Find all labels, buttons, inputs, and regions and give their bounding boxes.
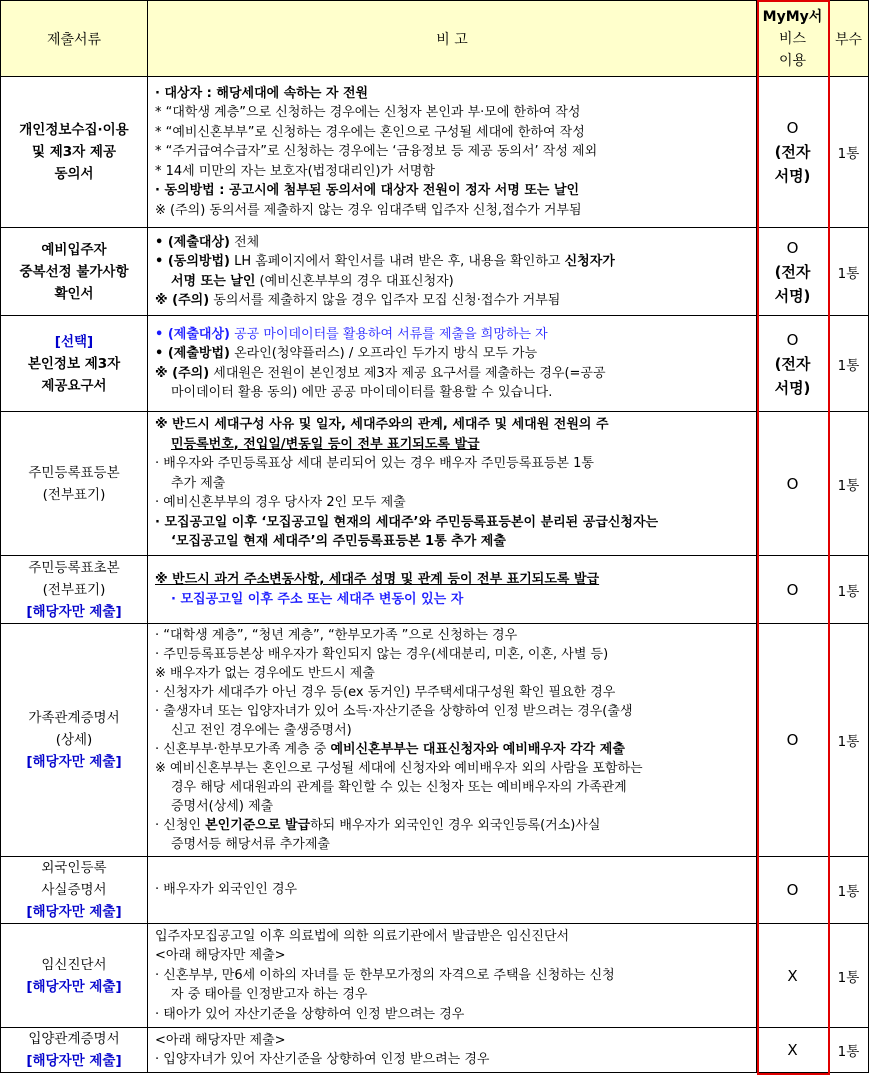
doc-name-cell (1, 412, 148, 556)
note-line: · 모집공고일 이후 ‘모집공고일 현재의 세대주’와 주민등록표등본이 분리된 공급신청자는 (155, 514, 659, 530)
count-cell: 1통 (829, 412, 869, 556)
note-seg: 정자 서명 또는 날인 (465, 183, 580, 199)
note-line (155, 364, 752, 384)
doc-name: 주민등록표초본 (28, 559, 120, 576)
mymy-use-cell (757, 924, 829, 1028)
note-seg: • (제출대상) (155, 234, 230, 250)
mymy-use-cell (757, 857, 829, 924)
note-seg: ※ (주의) (155, 293, 210, 308)
note-seg: 본인기준으로 발급 (205, 818, 311, 833)
note-seg: • (제출대상) (155, 326, 230, 342)
note-line: · 신청자가 세대주가 아닌 경우 등(ex 동거인) 무주택세대구성원 확인 필요한 경우 (155, 685, 616, 700)
notes-cell (148, 556, 757, 624)
header-doc: 제출서류 (1, 1, 148, 77)
note-line (155, 272, 752, 292)
notes-cell (148, 412, 757, 556)
notes-cell (148, 316, 757, 412)
mymy-use-cell (757, 412, 829, 556)
doc-name: 입양관계증명서 (28, 1031, 120, 1047)
note-line (155, 291, 752, 311)
note-line: · 신혼부부, 만6세 이하의 자녀를 둔 한부모가정의 자격으로 주택을 신청하는 신청 (155, 967, 615, 983)
note-seg: LH 홈페이지에서 확인서를 내려 받은 후, 내용을 확인하고 (229, 254, 565, 269)
header-mymy (757, 1, 829, 77)
doc-name: 예비입주자 (41, 241, 107, 258)
table-row (1, 228, 869, 316)
mymy-use-cell (757, 1028, 829, 1073)
doc-name: 개인정보수집·이용 (19, 122, 129, 138)
note-line (155, 181, 752, 201)
use-mark: O (786, 731, 799, 749)
note-seg: • (동의방법) (155, 254, 230, 269)
use-mark: O (786, 330, 799, 349)
doc-name: 가족관계증명서 (28, 710, 120, 726)
note-line: * “예비신혼부부”로 신청하는 경우에는 혼인으로 구성될 세대에 한하여 작성 (155, 124, 585, 140)
count-cell: 1통 (829, 556, 869, 624)
note-line: · 태아가 있어 자산기준을 상향하여 인정 받으려는 경우 (155, 1006, 465, 1022)
use-mark: O (786, 238, 799, 257)
table-row (1, 1028, 869, 1073)
header-note: 비 고 (148, 1, 757, 77)
note-line: · 입양자녀가 있어 자산기준을 상향하여 인정 받으려는 경우 (155, 1052, 490, 1067)
note-line: 입주자모집공고일 이후 의료법에 의한 의료기관에서 발급받은 임신진단서 (155, 928, 570, 944)
mymy-use-cell (757, 556, 829, 624)
note-line: · 배우자가 외국인인 경우 (155, 882, 298, 898)
use-mark: 서명) (774, 286, 811, 305)
header-mymy-line3: 이용 (778, 52, 807, 69)
applicable-only-tag: [해당자만 제출] (26, 904, 122, 920)
note-line: ※ (주의) 동의서를 제출하지 않는 경우 임대주택 입주자 신청,접수가 거부됨 (155, 202, 582, 218)
note-line (155, 233, 752, 253)
mymy-use-cell (757, 316, 829, 412)
count-cell: 1통 (829, 924, 869, 1028)
mymy-use-cell (757, 77, 829, 228)
note-line: · 출생자녀 또는 입양자녀가 있어 소득·자산기준을 상향하여 인정 받으려는 경우(출생 (155, 704, 633, 719)
note-seg: 서명 또는 날인 (171, 273, 256, 289)
note-line: 경우 해당 세대원과의 관계를 확인할 수 있는 신청자 또는 예비배우자의 가족관계 (171, 780, 627, 795)
note-line (155, 816, 752, 835)
doc-name: 확인서 (54, 285, 94, 302)
note-seg: • (제출방법) (155, 346, 230, 361)
note-line (155, 325, 752, 345)
count-cell: 1통 (829, 77, 869, 228)
note-seg: 동의서를 제출하지 않을 경우 입주자 모집 신청·접수가 거부됨 (209, 293, 561, 308)
use-mark: O (786, 119, 799, 137)
doc-name-cell (1, 1028, 148, 1073)
doc-name: 및 제3자 제공 (32, 144, 116, 160)
table-row (1, 316, 869, 412)
note-line (155, 344, 752, 364)
note-seg: · 동의방법 : 공고시에 첨부된 동의서에 대상자 전원이 (155, 183, 466, 199)
count-cell: 1통 (829, 1028, 869, 1073)
note-line: 민등록번호, 전입일/변동일 등이 전부 표기되도록 발급 (171, 436, 480, 452)
note-line (155, 740, 752, 759)
applicable-only-tag: [해당자만 제출] (26, 603, 122, 620)
doc-name: 주민등록표등본 (28, 464, 120, 481)
use-mark: 서명) (774, 167, 811, 185)
note-line: ※ 반드시 세대구성 사유 및 일자, 세대주와의 관계, 세대주 및 세대원 전원의 주 (155, 417, 609, 433)
header-count: 부수 (829, 1, 869, 77)
applicable-only-tag: [해당자만 제출] (26, 1053, 122, 1069)
doc-name: 제공요구서 (41, 377, 107, 394)
notes-cell (148, 228, 757, 316)
header-mymy-line1: MyMy서 (762, 8, 823, 25)
note-line: 신고 전인 경우에는 출생증명서) (171, 723, 352, 738)
notes-cell (148, 857, 757, 924)
doc-name: 외국인등록 (41, 860, 107, 876)
note-seg: 전체 (229, 234, 260, 250)
count-cell: 1통 (829, 624, 869, 857)
use-mark: (전자 (774, 262, 811, 281)
note-seg: 세대원은 전원이 본인정보 제3자 제공 요구서를 제출하는 경우(=공공 (209, 365, 606, 381)
doc-name: 사실증명서 (41, 882, 107, 898)
note-line: 증명서등 해당서류 추가제출 (171, 837, 330, 852)
use-mark: (전자 (774, 354, 811, 373)
note-seg: 예비신혼부부는 대표신청자와 예비배우자 각각 제출 (330, 742, 625, 757)
use-mark: (전자 (774, 143, 811, 161)
note-line: · “대학생 계층”, “청년 계층”, “한부모가족 ”으로 신청하는 경우 (155, 628, 518, 643)
count-cell: 1통 (829, 316, 869, 412)
note-line: 추가 제출 (171, 475, 226, 491)
note-line: <아래 해당자만 제출> (155, 948, 286, 964)
note-line: · 예비신혼부부의 경우 당사자 2인 모두 제출 (155, 495, 406, 511)
doc-name: 본인정보 제3자 (27, 355, 121, 372)
note-line: ※ 반드시 과거 주소변동사항, 세대주 성명 및 관계 등이 전부 표기되도록 발급 (155, 572, 600, 587)
note-seg: 신청자가 (564, 254, 615, 269)
note-line: <아래 해당자만 제출> (155, 1032, 286, 1048)
note-line: 마이데이터 활용 동의) 에만 공공 마이데이터를 활용할 수 있습니다. (171, 385, 553, 400)
doc-name-cell (1, 556, 148, 624)
note-line: · 대상자 : 해당세대에 속하는 자 전원 (155, 85, 369, 101)
header-mymy-line2: 비스 (778, 30, 807, 47)
note-line: 자 중 태아를 인정받고자 하는 경우 (171, 987, 368, 1003)
doc-name: (전부표기) (42, 581, 106, 598)
note-seg: 하되 배우자가 외국인인 경우 외국인등록(거소)사실 (310, 818, 601, 833)
applicable-only-tag: [해당자만 제출] (26, 754, 122, 770)
table-row (1, 412, 869, 556)
table-row (1, 857, 869, 924)
use-mark: X (787, 1041, 798, 1059)
notes-cell (148, 1028, 757, 1073)
table-row (1, 556, 869, 624)
note-line: ※ 배우자가 없는 경우에도 반드시 제출 (155, 666, 375, 681)
note-line: * “주거급여수급자”로 신청하는 경우에는 ‘금융정보 등 제공 동의서’ 작성 제외 (155, 144, 598, 160)
doc-name: (전부표기) (42, 486, 106, 503)
note-seg: ※ (주의) (155, 365, 210, 381)
doc-name-cell (1, 316, 148, 412)
mymy-use-cell (757, 228, 829, 316)
applicable-only-tag: [해당자만 제출] (26, 978, 122, 995)
notes-cell (148, 77, 757, 228)
note-line: ※ 예비신혼부부는 혼인으로 구성될 세대에 신청자와 예비배우자 외의 사람을 포함하는 (155, 761, 643, 776)
use-mark: 서명) (774, 378, 811, 397)
mymy-use-cell (757, 624, 829, 857)
count-cell: 1통 (829, 857, 869, 924)
doc-name: 동의서 (54, 166, 94, 182)
note-line: ‘모집공고일 현재 세대주’의 주민등록표등본 1통 추가 제출 (171, 534, 506, 550)
note-line: · 배우자와 주민등록표상 세대 분리되어 있는 경우 배우자 주민등록표등본 1통 (155, 456, 594, 472)
doc-name: (상세) (55, 732, 93, 748)
note-seg: (예비신혼부부의 경우 대표신청자) (255, 273, 454, 289)
note-seg: 온라인(청약플러스) / 오프라인 두가지 방식 모두 가능 (229, 346, 538, 361)
doc-name-cell (1, 857, 148, 924)
notes-cell (148, 624, 757, 857)
doc-name-cell (1, 924, 148, 1028)
note-line: * “대학생 계층”으로 신청하는 경우에는 신청자 본인과 부·모에 한하여 작성 (155, 105, 581, 121)
count-cell: 1통 (829, 228, 869, 316)
note-line: * 14세 미만의 자는 보호자(법정대리인)가 서명함 (155, 163, 435, 179)
use-mark: O (786, 881, 799, 899)
doc-name-cell (1, 77, 148, 228)
doc-name: 중복선정 불가사항 (19, 263, 129, 280)
optional-tag: [선택] (54, 333, 94, 350)
note-seg: · 신혼부부·한부모가족 계층 중 (155, 742, 331, 757)
note-line: 증명서(상세) 제출 (171, 799, 274, 814)
doc-name-cell (1, 624, 148, 857)
table-row (1, 624, 869, 857)
note-line (155, 252, 752, 272)
note-line: · 주민등록표등본상 배우자가 확인되지 않는 경우(세대분리, 미혼, 이혼, 사별 등) (155, 647, 609, 662)
use-mark: O (786, 474, 799, 493)
use-mark: X (787, 966, 798, 985)
header-row (1, 1, 869, 77)
table-row (1, 924, 869, 1028)
doc-name: 임신진단서 (41, 956, 107, 973)
notes-cell (148, 924, 757, 1028)
note-line: · 모집공고일 이후 주소 또는 세대주 변동이 있는 자 (171, 591, 464, 607)
doc-name-cell (1, 228, 148, 316)
note-seg: 공공 마이데이터를 활용하여 서류를 제출을 희망하는 자 (229, 326, 548, 342)
note-seg: · 신청인 (155, 818, 206, 833)
use-mark: O (786, 580, 799, 599)
table-row (1, 77, 869, 228)
